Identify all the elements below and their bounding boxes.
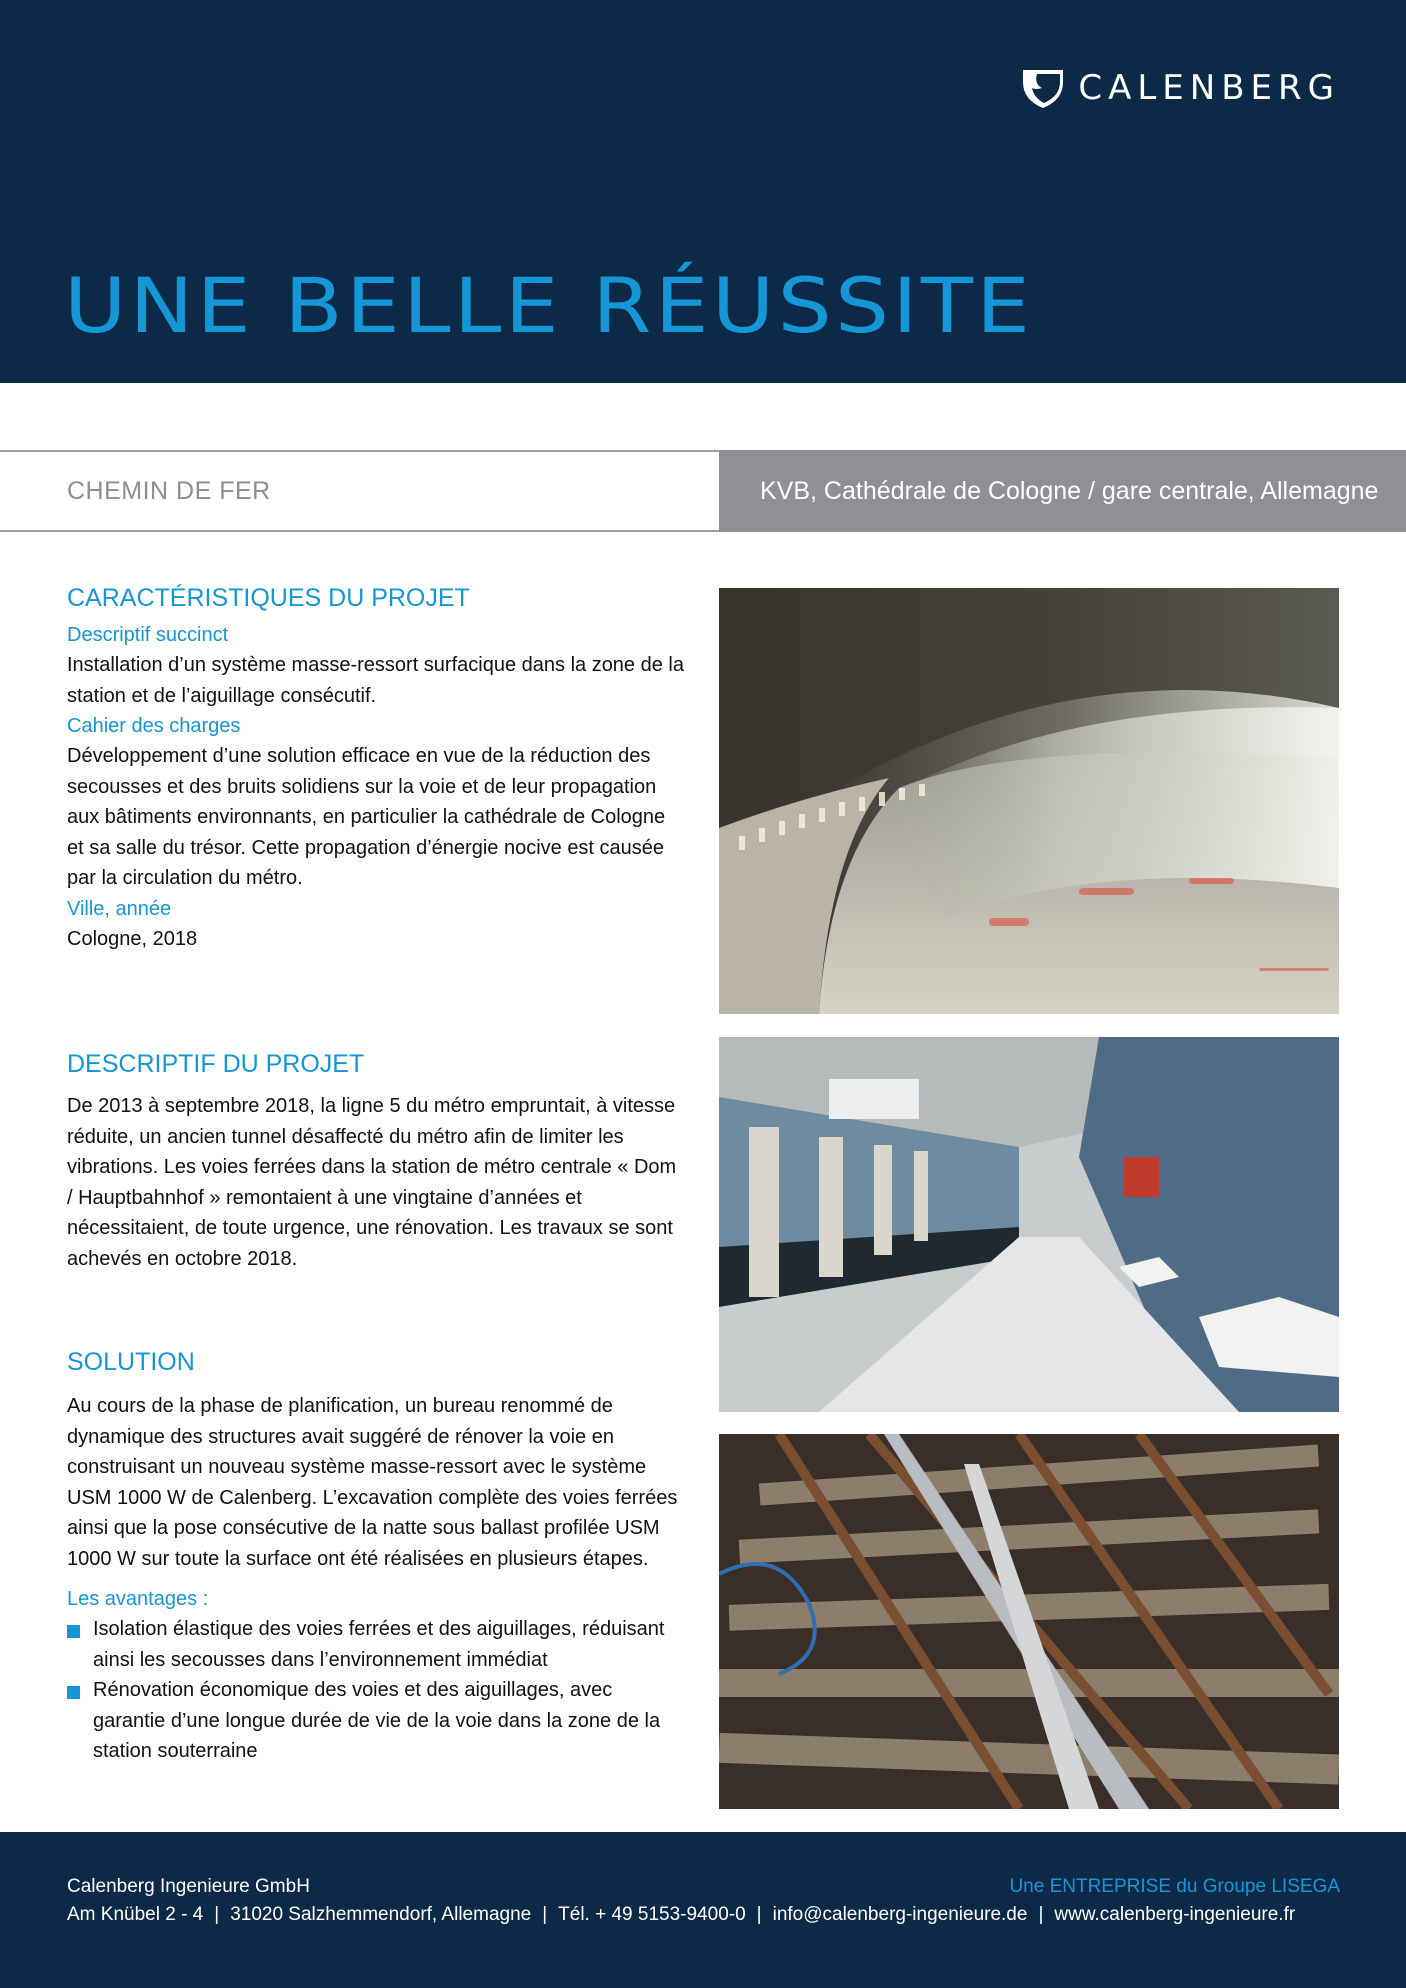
solution-section: [67, 1347, 687, 1767]
advantages-label: Les avantages :: [67, 1588, 209, 1610]
photo-tunnel: [719, 588, 1339, 1014]
calenberg-logo: [1020, 66, 1340, 110]
city-label: Ville, année: [67, 897, 172, 920]
bullet-square-icon: [67, 1686, 80, 1699]
page-title: UNE BELLE RÉUSSITE: [64, 261, 1034, 350]
spec-label: Cahier des charges: [67, 715, 241, 737]
photo-track-switch: [719, 1434, 1339, 1809]
description-heading: DESCRIPTIF DU PROJET: [67, 1050, 365, 1078]
tunnel-photo-illustration: [719, 588, 1339, 1014]
footer-city: 31020 Salzhemmendorf, Allemagne: [230, 1904, 532, 1925]
track-photo-illustration: [719, 1434, 1339, 1809]
description-section: [67, 1049, 687, 1274]
location-band: [719, 450, 1406, 532]
list-item: [67, 1675, 687, 1767]
summary-label: Descriptif succinct: [67, 624, 229, 646]
header-banner: [0, 0, 1406, 383]
characteristics-heading: CARACTÉRISTIQUES DU PROJET: [67, 584, 470, 612]
separator: |: [542, 1904, 548, 1925]
footer-company: Calenberg Ingenieure GmbH: [67, 1876, 310, 1897]
band-bottom-rule: [0, 530, 719, 532]
footer-group-label: Une ENTREPRISE du Groupe LISEGA: [1009, 1876, 1340, 1897]
station-photo-illustration: [719, 1037, 1339, 1412]
solution-text: Au cours de la phase de planification, un bureau renommé de dynamique des structures avait suggéré de rénover la voie en construisant un nouveau système masse-ressort avec le système USM 1000 W de Calenberg. L’excavation complète des voies ferrées ainsi que la pose consécutive de la natte sous ballast profilée USM 1000 W sur toute la surface ont été réalisées en plusieurs étapes.: [67, 1395, 678, 1570]
separator: |: [756, 1904, 762, 1925]
description-text: De 2013 à septembre 2018, la ligne 5 du métro empruntait, à vitesse réduite, un ancien tunnel désaffecté du métro afin de limiter les vibrations. Les voies ferrées dans la station de métro centrale « Dom / Hauptbahnhof » remontaient à une vingtaine d’années et nécessitaient, de toute urgence, une rénovation. Les travaux se sont achevés en octobre 2018.: [67, 1095, 677, 1270]
solution-heading: SOLUTION: [67, 1348, 195, 1376]
separator: |: [1038, 1904, 1044, 1925]
brand-name: CALENBERG: [1078, 68, 1340, 108]
footer-contact-line: [67, 1904, 1295, 1926]
shield-logo-icon: [1020, 66, 1066, 110]
bullet-square-icon: [67, 1625, 80, 1638]
advantage-text: Isolation élastique des voies ferrées et des aiguillages, réduisant ainsi les secousses dans l’environnement immédiat: [93, 1618, 665, 1671]
characteristics-section: [67, 583, 687, 954]
category-label: CHEMIN DE FER: [67, 476, 271, 505]
advantage-text: Rénovation économique des voies et des aiguillages, avec garantie d’une longue durée de vie de la voie dans la zone de la station souterraine: [93, 1679, 661, 1762]
footer: [0, 1832, 1406, 1988]
spec-text: Développement d’une solution efficace en vue de la réduction des secousses et des bruits solidiens sur la voie et de leur propagation aux bâtiments environnants, en particulier la cathédrale de Cologne et sa salle du trésor. Cette propagation d’énergie nocive est causée par la circulation du métro.: [67, 745, 666, 889]
separator: |: [214, 1904, 220, 1925]
footer-phone[interactable]: Tél. + 49 5153-9400-0: [558, 1904, 746, 1925]
advantages-list: [67, 1614, 687, 1767]
city-text: Cologne, 2018: [67, 927, 198, 950]
project-location: KVB, Cathédrale de Cologne / gare centrale, Allemagne: [760, 476, 1379, 505]
summary-text: Installation d’un système masse-ressort surfacique dans la zone de la station et de l’aiguillage consécutif.: [67, 654, 684, 707]
footer-website-link[interactable]: www.calenberg-ingenieure.fr: [1054, 1904, 1296, 1925]
footer-email-link[interactable]: info@calenberg-ingenieure.de: [772, 1904, 1028, 1925]
category-band: [0, 451, 719, 531]
photo-station-platform: [719, 1037, 1339, 1412]
list-item: [67, 1614, 687, 1675]
footer-street: Am Knübel 2 - 4: [67, 1904, 204, 1925]
